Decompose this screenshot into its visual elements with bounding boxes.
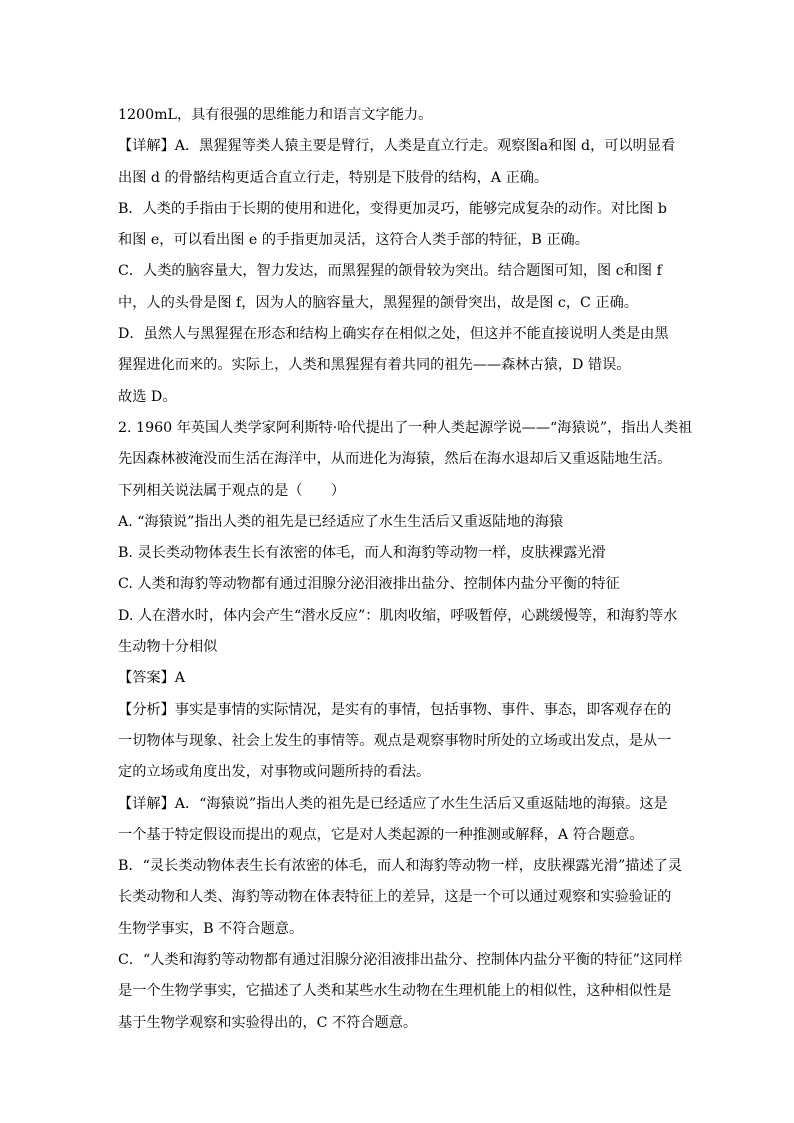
- detail-line: 生物学事实，B 不符合题意。: [118, 920, 304, 937]
- text-line: D．虽然人与黑猩猩在形态和结构上确实存在相似之处，但这并不能直接说明人类是由黑: [118, 326, 669, 343]
- text-line: 和图 e，可以看出图 e 的手指更加灵活，这符合人类手部的特征，B 正确。: [118, 232, 589, 249]
- detail-line: 【详解】A．“海猿说”指出人类的祖先是已经适应了水生生活后又重返陆地的海猿。这是: [118, 795, 668, 812]
- detail-line: B．“灵长类动物体表生长有浓密的体毛，而人和海豹等动物一样，皮肤裸露光滑”描述了灵: [118, 858, 683, 875]
- analysis-line: 定的立场或角度出发，对事物或问题所持的看法。: [118, 764, 431, 781]
- analysis-line: 一切物体与现象、社会上发生的事情等。观点是观察事物时所处的立场或出发点，是从一: [118, 732, 672, 749]
- option-b: B. 灵长类动物体表生长有浓密的体毛，而人和海豹等动物一样，皮肤裸露光滑: [118, 545, 606, 562]
- text-line: C．人类的脑容量大，智力发达，而黑猩猩的颌骨较为突出。结合题图可知，图 c和图 f: [118, 263, 662, 280]
- question-line: 2. 1960 年英国人类学家阿利斯特·哈代提出了一种人类起源学说——“海猿说”，指出人类祖: [118, 419, 693, 436]
- text-line: 1200mL，具有很强的思维能力和语言文字能力。: [118, 107, 433, 123]
- text-line: 故选 D。: [118, 388, 177, 405]
- text-line: 中，人的头骨是图 f，因为人的脑容量大，黑猩猩的颌骨突出，故是图 c，C 正确。: [118, 294, 638, 311]
- question-line: 下列相关说法属于观点的是（ ）: [118, 482, 346, 499]
- detail-line: 长类动物和人类、海豹等动物在体表特征上的差异，这是一个可以通过观察和实验验证的: [118, 889, 672, 906]
- text-line: B．人类的手指由于长期的使用和进化，变得更加灵巧，能够完成复杂的动作。对比图 b: [118, 200, 667, 217]
- text-line: 猩猩进化而来的。实际上，人类和黑猩猩有着共同的祖先——森林古猿，D 错误。: [118, 357, 631, 374]
- option-d-continued: 生动物十分相似: [118, 639, 218, 656]
- text-line: 【详解】A．黑猩猩等类人猿主要是臂行，人类是直立行走。观察图a和图 d，可以明显看: [118, 138, 676, 155]
- option-d: D. 人在潜水时，体内会产生“潜水反应”：肌肉收缩，呼吸暂停，心跳缓慢等，和海豹等水: [118, 607, 678, 624]
- option-a: A. “海猿说”指出人类的祖先是已经适应了水生生活后又重返陆地的海猿: [118, 513, 564, 530]
- detail-line: C．“人类和海豹等动物都有通过泪腺分泌泪液排出盐分、控制体内盐分平衡的特征”这同样: [118, 952, 683, 969]
- option-c: C. 人类和海豹等动物都有通过泪腺分泌泪液排出盐分、控制体内盐分平衡的特征: [118, 576, 620, 593]
- detail-line: 是一个生物学事实，它描述了人类和某些水生动物在生理机能上的相似性，这种相似性是: [118, 983, 672, 1000]
- answer-line: 【答案】A: [118, 670, 185, 687]
- question-line: 先因森林被淹没而生活在海洋中，从而进化为海猿，然后在海水退却后又重返陆地生活。: [118, 451, 672, 468]
- text-line: 出图 d 的骨骼结构更适合直立行走，特别是下肢骨的结构，A 正确。: [118, 169, 549, 186]
- detail-line: 基于生物学观察和实验得出的，C 不符合题意。: [118, 1014, 418, 1031]
- document-page: [118, 100, 693, 1039]
- detail-line: 一个基于特定假设而提出的观点，它是对人类起源的一种推测或解释，A 符合题意。: [118, 826, 644, 843]
- analysis-line: 【分析】事实是事情的实际情况，是实有的事情，包括事物、事件、事态，即客观存在的: [118, 701, 672, 718]
